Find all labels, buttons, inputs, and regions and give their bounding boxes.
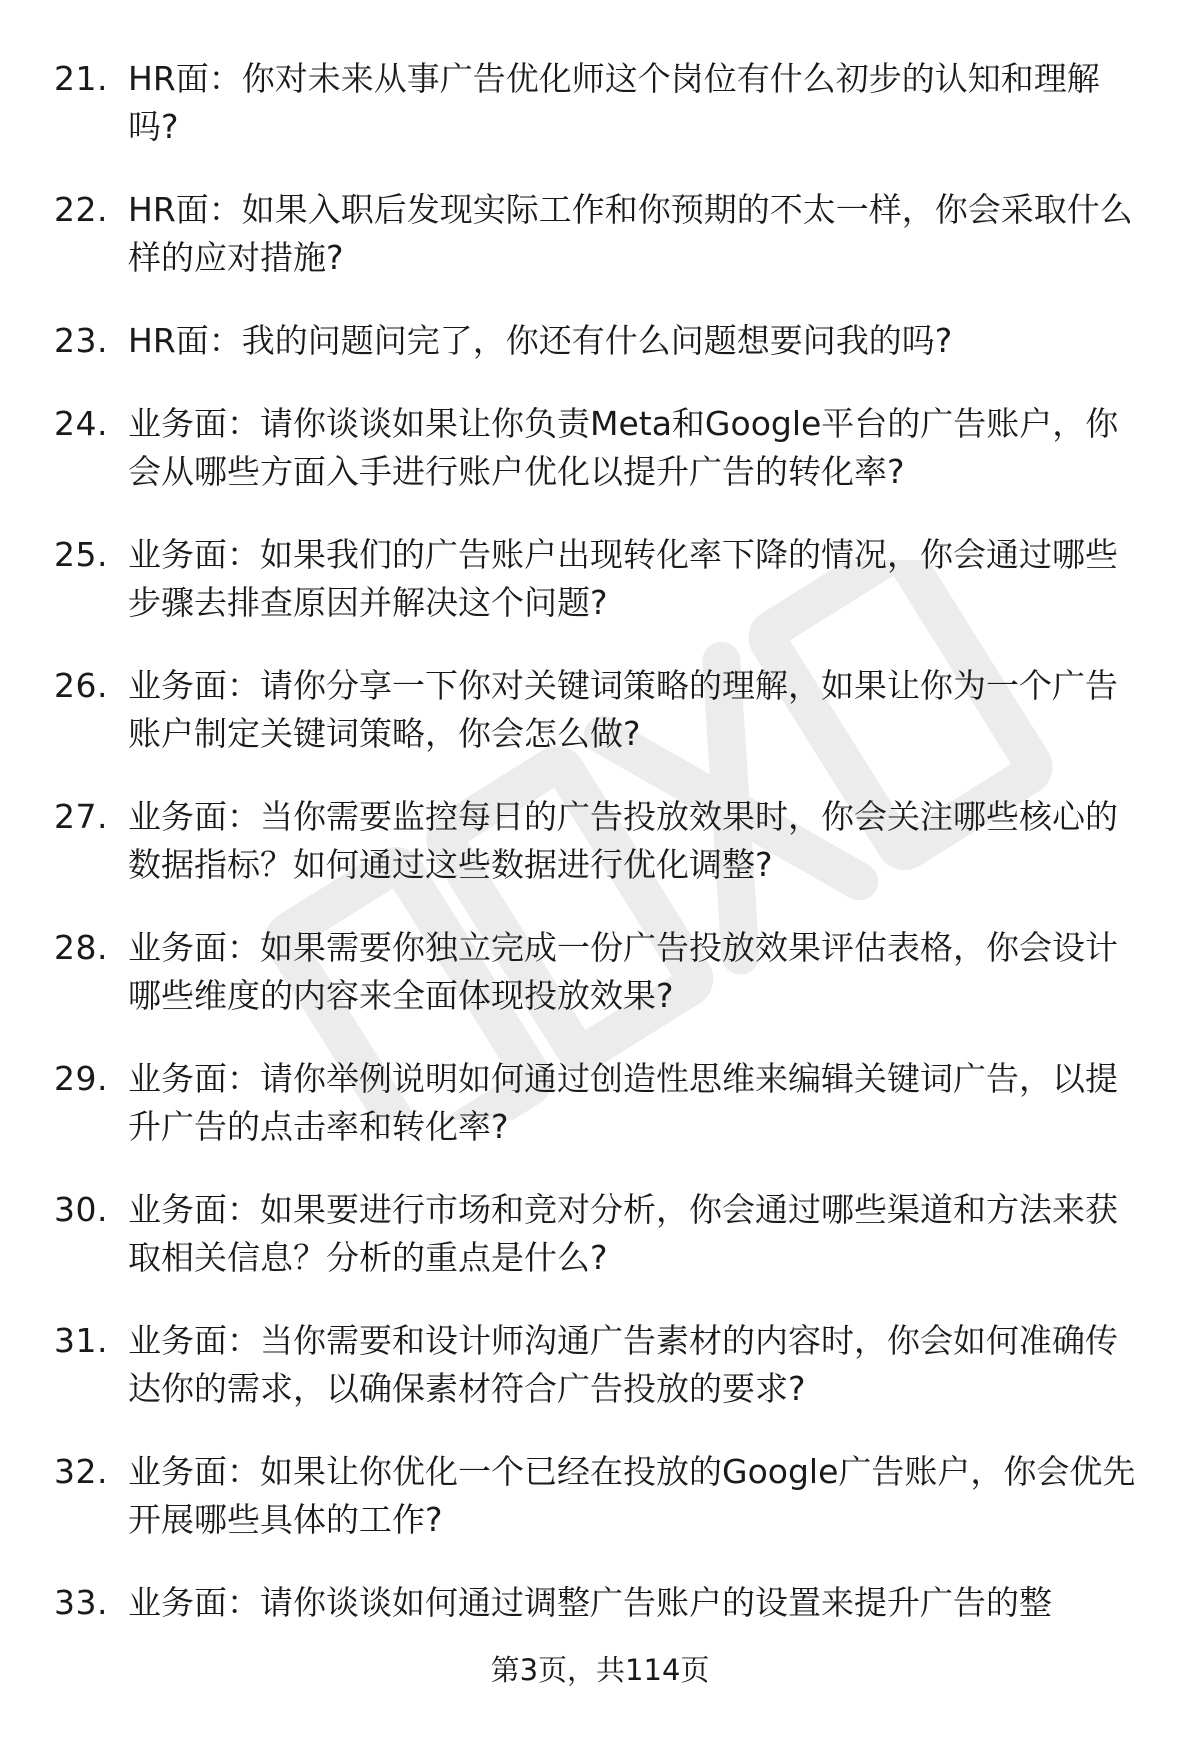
- question-text: 业务面：如果需要你独立完成一份广告投放效果评估表格，你会设计哪些维度的内容来全面体现投放效果?: [128, 928, 1118, 1015]
- question-number: 26.: [54, 666, 108, 705]
- question-number: 29.: [54, 1059, 108, 1098]
- question-text: 业务面：请你谈谈如果让你负责Meta和Google平台的广告账户，你会从哪些方面入手进行账户优化以提升广告的转化率?: [128, 404, 1119, 491]
- question-number: 27.: [54, 797, 108, 836]
- question-number: 25.: [54, 535, 108, 574]
- question-text: 业务面：请你谈谈如何通过调整广告账户的设置来提升广告的整: [128, 1583, 1052, 1622]
- question-number: 24.: [54, 404, 108, 443]
- question-number: 31.: [54, 1321, 108, 1360]
- question-number: 30.: [54, 1190, 108, 1229]
- page-footer: [0, 1650, 1200, 1690]
- question-text: 业务面：请你分享一下你对关键词策略的理解，如果让你为一个广告账户制定关键词策略，你会怎么做?: [128, 666, 1118, 753]
- question-text: 业务面：当你需要监控每日的广告投放效果时，你会关注哪些核心的数据指标？如何通过这些数据进行优化调整?: [128, 797, 1118, 884]
- question-text: HR面：我的问题问完了，你还有什么问题想要问我的吗?: [128, 321, 953, 360]
- question-text: 业务面：如果要进行市场和竞对分析，你会通过哪些渠道和方法来获取相关信息？分析的重点是什么?: [128, 1190, 1118, 1277]
- question-number: 28.: [54, 928, 108, 967]
- question-text: 业务面：如果我们的广告账户出现转化率下降的情况，你会通过哪些步骤去排查原因并解决这个问题?: [128, 535, 1118, 622]
- question-number: 33.: [54, 1583, 108, 1622]
- question-text: 业务面：请你举例说明如何通过创造性思维来编辑关键词广告，以提升广告的点击率和转化率?: [128, 1059, 1118, 1146]
- question-number: 23.: [54, 321, 108, 360]
- question-text: 业务面：如果让你优化一个已经在投放的Google广告账户，你会优先开展哪些具体的工作?: [128, 1452, 1136, 1539]
- question-number: 32.: [54, 1452, 108, 1491]
- question-text: HR面：如果入职后发现实际工作和你预期的不太一样，你会采取什么样的应对措施?: [128, 190, 1133, 277]
- question-text: HR面：你对未来从事广告优化师这个岗位有什么初步的认知和理解吗?: [128, 59, 1100, 146]
- question-number: 22.: [54, 190, 108, 229]
- question-text: 业务面：当你需要和设计师沟通广告素材的内容时，你会如何准确传达你的需求，以确保素材符合广告投放的要求?: [128, 1321, 1118, 1408]
- question-number: 21.: [54, 59, 108, 98]
- page-number-label: 第3页，共114页: [490, 1653, 710, 1687]
